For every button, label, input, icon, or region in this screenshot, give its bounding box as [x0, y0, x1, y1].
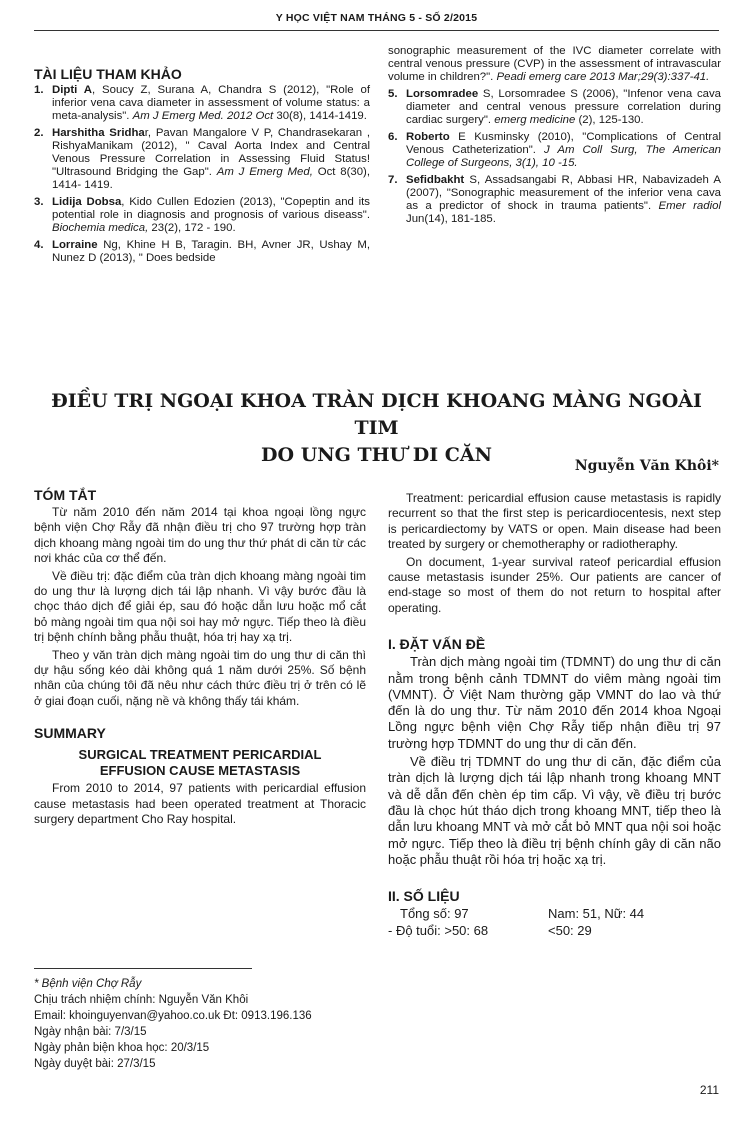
affiliation: * Bệnh viện Chợ Rẫy: [34, 978, 142, 990]
footnote-rule: [34, 968, 252, 969]
abstract-paragraph: Từ năm 2010 đến năm 2014 tại khoa ngoại lồng ngực bệnh viện Chợ Rẫy đã nhận điều trị cho 97 trường hợp tràn dịch khoang màng ngoài tim do ung thư thứ phát di căn từ các nơi khác của cơ thể đến.: [34, 505, 366, 566]
reference-source: emerg medicine: [494, 114, 576, 126]
reference-source: Peadi emerg care 2013 Mar;29(3):337-41.: [496, 71, 710, 83]
reference-author: Lorsomradee: [406, 88, 479, 100]
reference-source: Emer radiol: [658, 200, 721, 212]
reference-author: Roberto: [406, 131, 450, 143]
abstract-paragraph: Theo y văn tràn dịch màng ngoài tim do ung thư di căn thì dự hậu sống kéo dài không quá 1 năm dưới 25%. Số bệnh nhân của chúng tôi đã nêu như cách thức điều trị ở trên có lẽ ở giai đoạn cuối, nặng nề và không thấy tái khám.: [34, 647, 366, 708]
date-received: Ngày nhận bài: 7/3/15: [34, 1026, 147, 1038]
footnotes: [34, 976, 370, 1072]
summary-paragraph: From 2010 to 2014, 97 patients with pericardial effusion cause metastasis had been operated treatment at Thoracic surgery department Cho Ray hospital.: [34, 781, 366, 827]
article-title: [34, 388, 719, 469]
summary-paragraph: Treatment: pericardial effusion cause metastasis is rapidly recurrent so that the first step is pericardiocentesis, next step is pericardiectomy by VATS or open. Main disease had been treated by surgery or chemotheraphy or radiotheraphy.: [388, 491, 721, 552]
reference-item: 6. Roberto E Kusminsky (2010), "Complications of Central Venous Catheterization". J Am Coll Surg, The American College of Surgeons, 3(1), 10 -15.: [388, 131, 721, 169]
data-heading: II. SỐ LIỆU: [388, 888, 460, 905]
summary-heading: SUMMARY: [34, 725, 106, 742]
reference-list-left: [34, 84, 370, 265]
reference-item: 4. Lorraine Ng, Khine H B, Taragin. BH, Avner JR, Ushay M, Nunez D (2013), " Does bedside: [34, 239, 370, 264]
reference-source: Am J Emerg Med,: [216, 166, 313, 178]
reference-item: 2. Harshitha Sridhar, Pavan Mangalore V P, Chandrasekaran , RishyaManikam (2012), " Caval Aorta Index and Central Venous Pressure Correlation in Assessing Fluid Status! "Ultrasound Bridging the Gap". Am J Emerg Med, Oct 8(30), 1414- 1419.: [34, 127, 370, 191]
reference-item: 7. Sefidbakht S, Assadsangabi R, Abbasi HR, Nabavizadeh A (2007), "Sonographic measurement of the inferior vena cava as a predictor of shock in trauma patients". Emer radiol Jun(14), 181-185.: [388, 174, 721, 225]
age-over-50: - Độ tuổi: >50: 68: [388, 922, 489, 938]
total-count: Tổng số: 97: [400, 906, 469, 922]
reference-author: Sefidbakht: [406, 174, 465, 186]
data-summary: [388, 906, 721, 939]
references-left-column: [34, 66, 370, 269]
reference-author: Lidija Dobsa: [52, 196, 122, 208]
reference-author: Lorraine: [52, 239, 98, 251]
abstract-heading: TÓM TẮT: [34, 487, 97, 503]
summary-title: SURGICAL TREATMENT PERICARDIAL EFFUSION CAUSE METASTASIS: [78, 747, 322, 779]
reference-item-continued: sonographic measurement of the IVC diameter correlate with central venous pressure (CVP) in the assessment of intravascular volume in children?". Peadi emerg care 2013 Mar;29(3):337-41.: [388, 45, 721, 83]
date-reviewed: Ngày phản biện khoa học: 20/3/15: [34, 1042, 210, 1054]
contact-email: Email: khoinguyenvan@yahoo.co.uk Đt: 0913.196.136: [34, 1010, 312, 1022]
page-number: 211: [699, 1083, 719, 1097]
sex-count: Nam: 51, Nữ: 44: [548, 906, 645, 922]
introduction-heading: I. ĐẶT VẤN ĐỀ: [388, 636, 486, 653]
header-rule: [34, 30, 719, 31]
left-column-body: [34, 487, 366, 830]
introduction-paragraph: Tràn dịch màng ngoài tim (TDMNT) do ung thư di căn nằm trong bệnh cảnh TDMNT do viêm màng ngoài tim (VMNT). Ở Việt Nam thường gặp VMNT do lao và thứ đến là do ung thư. Từ năm 2010 đến 2014 khoa Ngoại Lồng ngực bệnh viện Chợ Rẫy tiếp nhận điều trị 97 trường hợp TDMNT do ung thư di căn đến.: [388, 654, 721, 751]
reference-source: Biochemia medica,: [52, 222, 149, 234]
reference-author: Dipti A: [52, 84, 92, 96]
article-title-line-1: ĐIỀU TRỊ NGOẠI KHOA TRÀN DỊCH KHOANG MÀNG NGOÀI TIM: [51, 390, 702, 439]
reference-source: J Am Coll Surg, The American College of Surgeons, 3(1), 10 -15.: [406, 144, 721, 169]
reference-source: Am J Emerg Med. 2012 Oct: [132, 110, 274, 122]
reference-list-right: [388, 45, 721, 226]
summary-paragraph: On document, 1-year survival rateof pericardial effusion cause metastasis isunder 25%. Our patients are cancer of end-stage so most of them do not return to hospital after operating.: [388, 554, 721, 615]
references-heading: TÀI LIỆU THAM KHẢO: [34, 66, 182, 82]
introduction-paragraph: Về điều trị TDMNT do ung thư di căn, đặc điểm của tràn dịch là lượng dịch tái lập nhanh trong khoang MNT và dễ dẫn đến chèn ép tim cấp. Vì vậy, về điều trị bước đầu là chọc hút tháo dịch trong khoang MNT, tiếp theo là dẫn lưu khoang MNT và mở cắt bỏ MNT qua nội soi hoặc mở ngực. Tiếp theo là điều trị bệnh chính gây di căn não hoặc phẫu thuật rồi hóa trị hoặc xạ trị.: [388, 754, 721, 867]
abstract-paragraph: Về điều trị: đặc điểm của tràn dịch khoang màng ngoài tim do ung thư là lượng dịch tái lập nhanh. Vì vậy bước đầu là chọc tháo dịch để giải ép, sau đó hoặc dẫn lưu hoặc mổ cắt bỏ màng ngoài tim qua nội soi hay mở ngực. Tiếp theo là điều trị bệnh chính bằng phẫu thuật, hóa trị hay xạ trị.: [34, 568, 366, 645]
reference-item: 3. Lidija Dobsa, Kido Cullen Edozien (2013), "Copeptin and its potential role in diagnosis and prognosis of various diseass". Biochemia medica, 23(2), 172 - 190.: [34, 196, 370, 234]
reference-author: Harshitha Sridha: [52, 127, 145, 139]
article-author: Nguyễn Văn Khôi*: [574, 458, 719, 474]
reference-item: 1. Dipti A, Soucy Z, Surana A, Chandra S (2012), "Role of inferior vena cava diameter in assessment of volume status: a meta-analysis". Am J Emerg Med. 2012 Oct 30(8), 1414-1419.: [34, 84, 370, 122]
reference-item: 5. Lorsomradee S, Lorsomradee S (2006), "Infenor vena cava diameter and central venous pressure correlation during cardiac surgery". emerg medicine (2), 125-130.: [388, 88, 721, 126]
age-under-50: <50: 29: [548, 922, 592, 938]
right-column-body: [388, 491, 721, 939]
article-title-line-2: DO UNG THƯ DI CĂN: [261, 444, 492, 466]
date-accepted: Ngày duyệt bài: 27/3/15: [34, 1058, 156, 1070]
running-header: Y HỌC VIỆT NAM THÁNG 5 - SỐ 2/2015: [275, 12, 478, 24]
references-right-column: [388, 45, 721, 230]
responsible-author: Chịu trách nhiệm chính: Nguyễn Văn Khôi: [34, 994, 249, 1006]
